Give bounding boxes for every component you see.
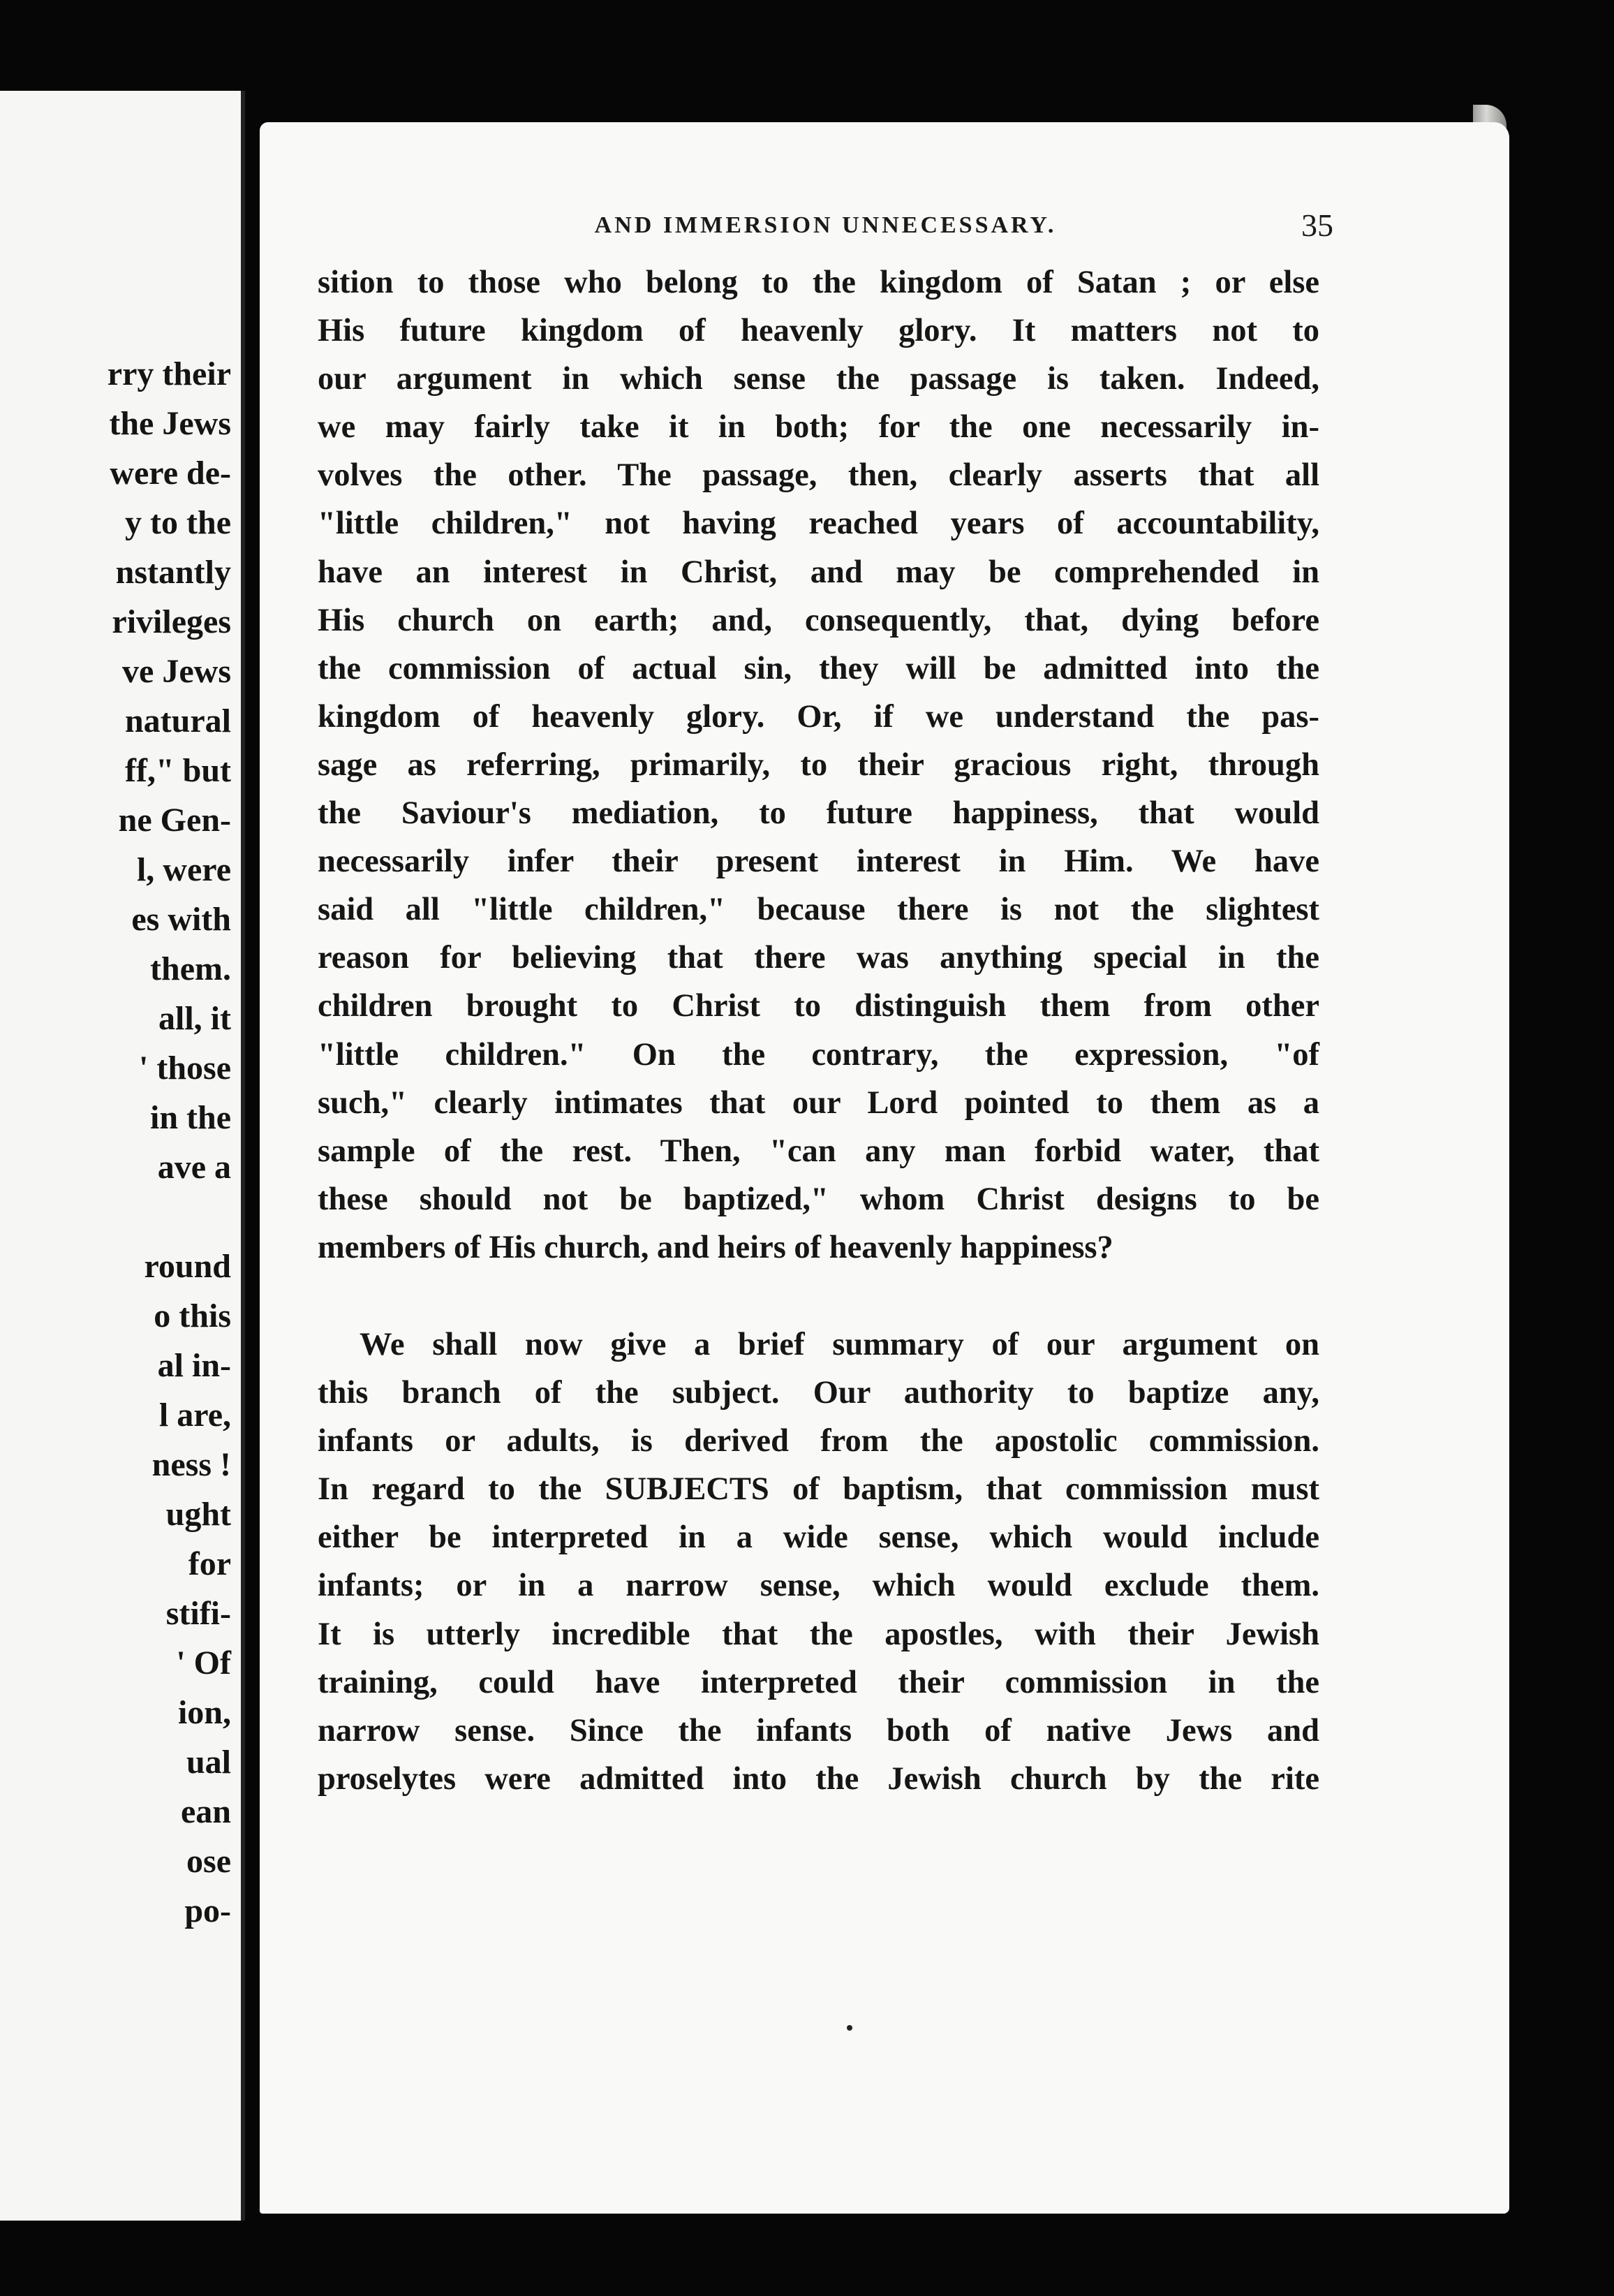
text-line: this branch of the subject. Our authority to baptize any, bbox=[318, 1375, 1319, 1411]
text-line: infants or adults, is derived from the apostolic commission. bbox=[318, 1423, 1319, 1459]
left-page-line: nstantly bbox=[115, 554, 231, 591]
left-page-line: ff," but bbox=[125, 752, 231, 789]
left-page-line: natural bbox=[124, 702, 231, 739]
running-head bbox=[318, 198, 1333, 253]
left-page-line: ean bbox=[181, 1793, 231, 1830]
text-line: necessarily infer their present interest in Him. We have bbox=[318, 844, 1319, 880]
left-page-line: stifi- bbox=[165, 1595, 231, 1632]
left-page-line: all, it bbox=[158, 1000, 231, 1037]
text-line: In regard to the SUBJECTS of baptism, that commission must bbox=[318, 1471, 1319, 1508]
text-line: narrow sense. Since the infants both of native Jews and bbox=[318, 1712, 1319, 1749]
text-line: have an interest in Christ, and may be comprehended in bbox=[318, 554, 1319, 590]
left-page-line: ' those bbox=[139, 1050, 231, 1087]
text-line: kingdom of heavenly glory. Or, if we understand the pas- bbox=[318, 698, 1319, 735]
text-line: such," clearly intimates that our Lord pointed to them as a bbox=[318, 1084, 1319, 1121]
left-page-line: ness ! bbox=[151, 1446, 231, 1483]
text-line: said all "little children," because there is not the slightest bbox=[318, 892, 1319, 928]
paragraph-gap bbox=[318, 1272, 1319, 1320]
text-line: sage as referring, primarily, to their gracious right, through bbox=[318, 746, 1319, 783]
text-line: reason for believing that there was anything special in the bbox=[318, 940, 1319, 976]
left-page-line: the Jews bbox=[109, 405, 231, 442]
text-line: His church on earth; and, consequently, that, dying before bbox=[318, 602, 1319, 638]
text-line: these should not be baptized," whom Christ designs to be bbox=[318, 1181, 1319, 1217]
left-page-line: o this bbox=[154, 1297, 231, 1334]
text-line: the Saviour's mediation, to future happiness, that would bbox=[318, 795, 1319, 832]
left-page-line: ve Jews bbox=[122, 653, 231, 690]
left-page-line bbox=[108, 1192, 231, 1242]
left-page-line: them. bbox=[150, 950, 231, 987]
body-text bbox=[318, 258, 1319, 1803]
printer-mark bbox=[847, 2025, 852, 2031]
text-line: sition to those who belong to the kingdom of Satan ; or else bbox=[318, 265, 1319, 300]
text-line: our argument in which sense the passage is taken. Indeed, bbox=[318, 361, 1319, 397]
left-page-line: y to the bbox=[125, 504, 231, 541]
left-page-line: po- bbox=[184, 1892, 231, 1929]
text-line: It is utterly incredible that the apostles, with their Jewish bbox=[318, 1616, 1319, 1652]
left-page-line: round bbox=[144, 1248, 231, 1285]
left-page-line: l are, bbox=[158, 1397, 231, 1434]
left-page-line: ' Of bbox=[176, 1644, 231, 1681]
left-page-line: es with bbox=[131, 901, 231, 938]
text-line: sample of the rest. Then, "can any man forbid water, that bbox=[318, 1133, 1319, 1169]
paragraph bbox=[318, 1320, 1319, 1803]
text-line: proselytes were admitted into the Jewish church by the rite bbox=[318, 1760, 1319, 1797]
left-page-line: ion, bbox=[177, 1694, 231, 1731]
left-page-line: al in- bbox=[157, 1347, 231, 1384]
left-page-line: ose bbox=[186, 1843, 231, 1880]
left-page-line: ual bbox=[186, 1744, 231, 1781]
text-line: we may fairly take it in both; for the one necessarily in- bbox=[318, 409, 1319, 446]
text-line: infants; or in a narrow sense, which would exclude them. bbox=[318, 1568, 1319, 1604]
left-page-line: ne Gen- bbox=[118, 802, 231, 839]
text-line: the commission of actual sin, they will be admitted into the bbox=[318, 650, 1319, 686]
left-page-line: rry their bbox=[107, 355, 231, 392]
text-line: children brought to Christ to distinguish them from other bbox=[318, 988, 1319, 1024]
text-line: "little children," not having reached years of accountability, bbox=[318, 506, 1319, 542]
text-line: members of His church, and heirs of heavenly happiness? bbox=[318, 1229, 1113, 1265]
text-line: His future kingdom of heavenly glory. It matters not to bbox=[318, 313, 1319, 349]
left-page-line: ave a bbox=[157, 1149, 231, 1186]
text-line: "little children." On the contrary, the expression, "of bbox=[318, 1036, 1319, 1073]
left-page-line: for bbox=[188, 1545, 231, 1582]
left-page-line: rivileges bbox=[112, 603, 231, 640]
left-page bbox=[0, 91, 245, 2221]
left-page-line: in the bbox=[149, 1099, 231, 1136]
left-page-line: were de- bbox=[110, 455, 231, 492]
running-head-title: AND IMMERSION UNNECESSARY. bbox=[594, 212, 1057, 238]
left-page-text bbox=[108, 349, 231, 1936]
paragraph bbox=[318, 258, 1319, 1272]
text-line: either be interpreted in a wide sense, which would include bbox=[318, 1519, 1319, 1556]
text-line: training, could have interpreted their commission in the bbox=[318, 1664, 1319, 1700]
left-page-line: l, were bbox=[136, 851, 231, 888]
left-page-line: ught bbox=[165, 1496, 231, 1533]
text-line: We shall now give a brief summary of our argument on bbox=[360, 1326, 1319, 1362]
text-line: volves the other. The passage, then, clearly asserts that all bbox=[318, 457, 1319, 494]
page-number: 35 bbox=[1301, 207, 1333, 243]
